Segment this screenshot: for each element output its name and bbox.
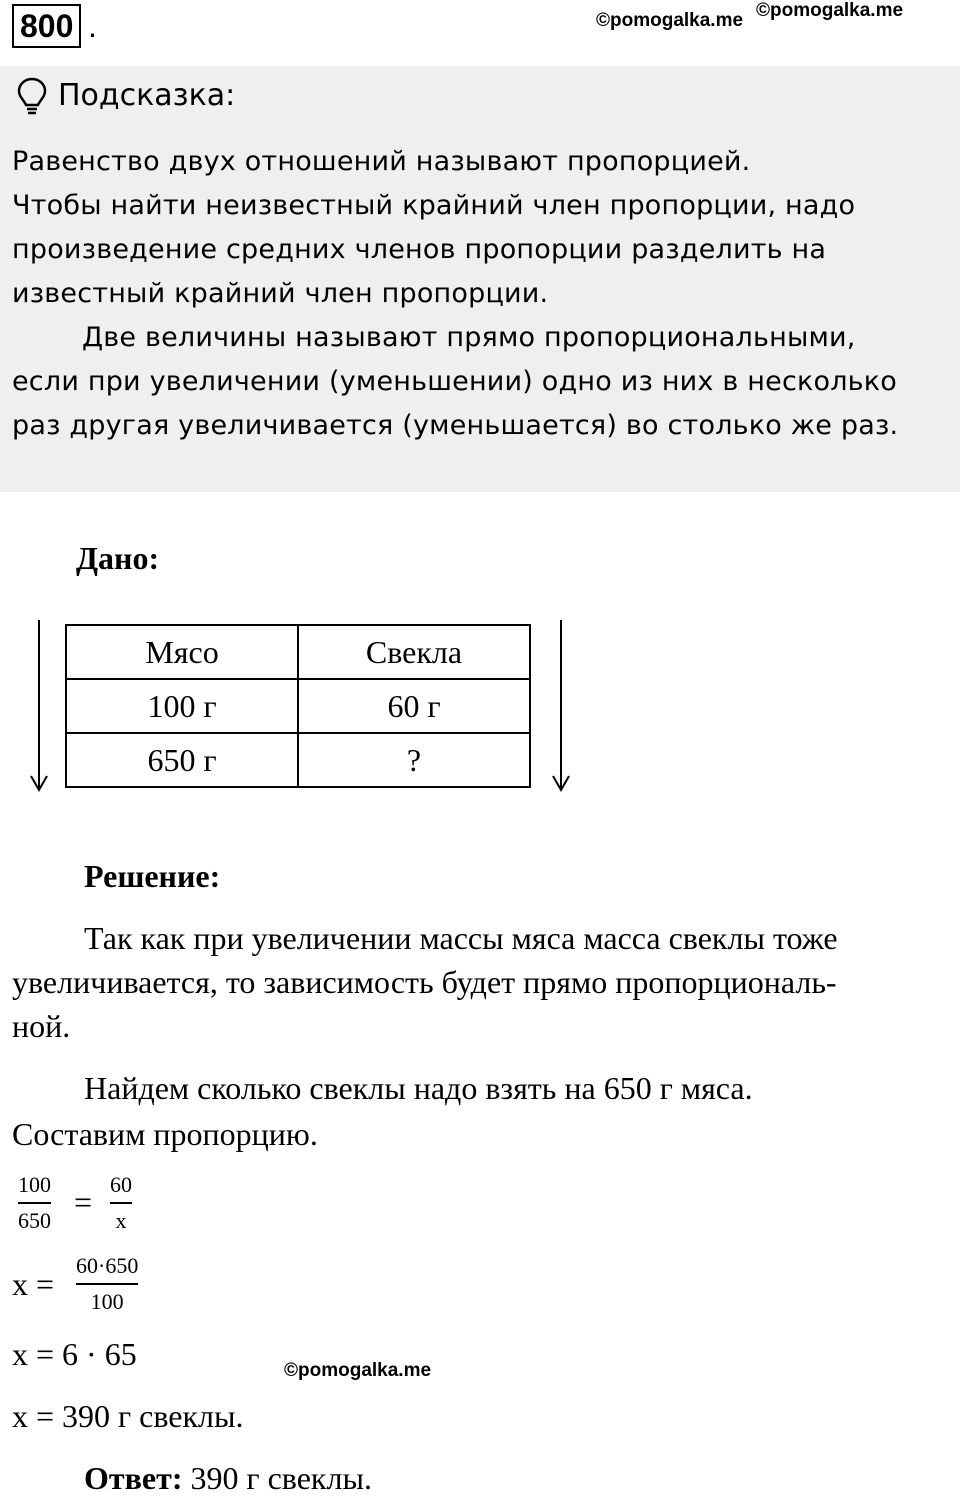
hint-line: Две величины называют прямо пропорциональными, xyxy=(82,322,856,353)
hint-line: раз другая увеличивается (уменьшается) во столько же раз. xyxy=(12,410,899,441)
watermark-center: ©pomogalka.me xyxy=(284,1360,432,1381)
fraction-left xyxy=(18,1172,51,1234)
answer-value: 390 г свеклы. xyxy=(182,1460,372,1496)
task-number-dot: . xyxy=(88,8,97,44)
answer-label: Ответ: xyxy=(84,1460,183,1496)
fraction-numerator: 100 xyxy=(18,1172,51,1197)
fraction-denominator: 650 xyxy=(18,1208,51,1233)
fraction-step1 xyxy=(76,1253,138,1315)
fraction-numerator: 60·650 xyxy=(76,1253,139,1278)
equation-step1-lhs: x = xyxy=(12,1266,55,1302)
solution-line: Найдем сколько свеклы надо взять на 650 г мяса. xyxy=(84,1070,753,1106)
solution-line: Так как при увеличении массы мяса масса свеклы тоже xyxy=(84,920,838,956)
solution-line: Составим пропорцию. xyxy=(12,1116,318,1152)
fraction-right xyxy=(110,1172,132,1234)
fraction-bar xyxy=(110,1202,132,1204)
table-header-cell: Мясо xyxy=(66,625,298,679)
equation-step3: x = 390 г свеклы. xyxy=(12,1398,244,1434)
arrow-down-icon xyxy=(28,618,50,794)
equals-sign: = xyxy=(74,1184,93,1220)
fraction-numerator: 60 xyxy=(110,1172,132,1197)
table-row xyxy=(66,625,530,679)
hint-title: Подсказка: xyxy=(58,78,236,113)
equation-step2: x = 6 · 65 xyxy=(12,1336,137,1372)
fraction-bar xyxy=(18,1202,51,1204)
table-row xyxy=(66,733,530,787)
given-table xyxy=(65,624,531,788)
arrow-down-icon xyxy=(550,618,572,794)
fraction-bar xyxy=(76,1283,138,1285)
hint-line: Чтобы найти неизвестный крайний член пропорции, надо xyxy=(12,190,856,221)
table-header-cell: Свекла xyxy=(298,625,530,679)
answer-line xyxy=(84,1456,372,1500)
solution-line: увеличивается, то зависимость будет прямо пропорциональ- xyxy=(12,964,837,1000)
hint-line: Равенство двух отношений называют пропорцией. xyxy=(12,146,751,177)
hint-line: известный крайний член пропорции. xyxy=(12,278,549,309)
fraction-denominator: x xyxy=(115,1208,127,1233)
solution-line: ной. xyxy=(12,1008,71,1044)
solution-heading: Решение: xyxy=(84,858,221,894)
task-number: 800 xyxy=(12,4,81,48)
fraction-denominator: 100 xyxy=(90,1289,124,1314)
given-heading: Дано: xyxy=(76,540,160,576)
watermark-right: ©pomogalka.me xyxy=(756,0,904,21)
table-cell: 60 г xyxy=(298,679,530,733)
table-cell: ? xyxy=(298,733,530,787)
watermark-left: ©pomogalka.me xyxy=(596,10,744,31)
hint-line: произведение средних членов пропорции разделить на xyxy=(12,234,827,265)
lightbulb-icon xyxy=(16,76,48,116)
hint-line: если при увеличении (уменьшении) одно из них в несколько xyxy=(12,366,898,397)
table-cell: 650 г xyxy=(66,733,298,787)
table-cell: 100 г xyxy=(66,679,298,733)
table-row xyxy=(66,679,530,733)
